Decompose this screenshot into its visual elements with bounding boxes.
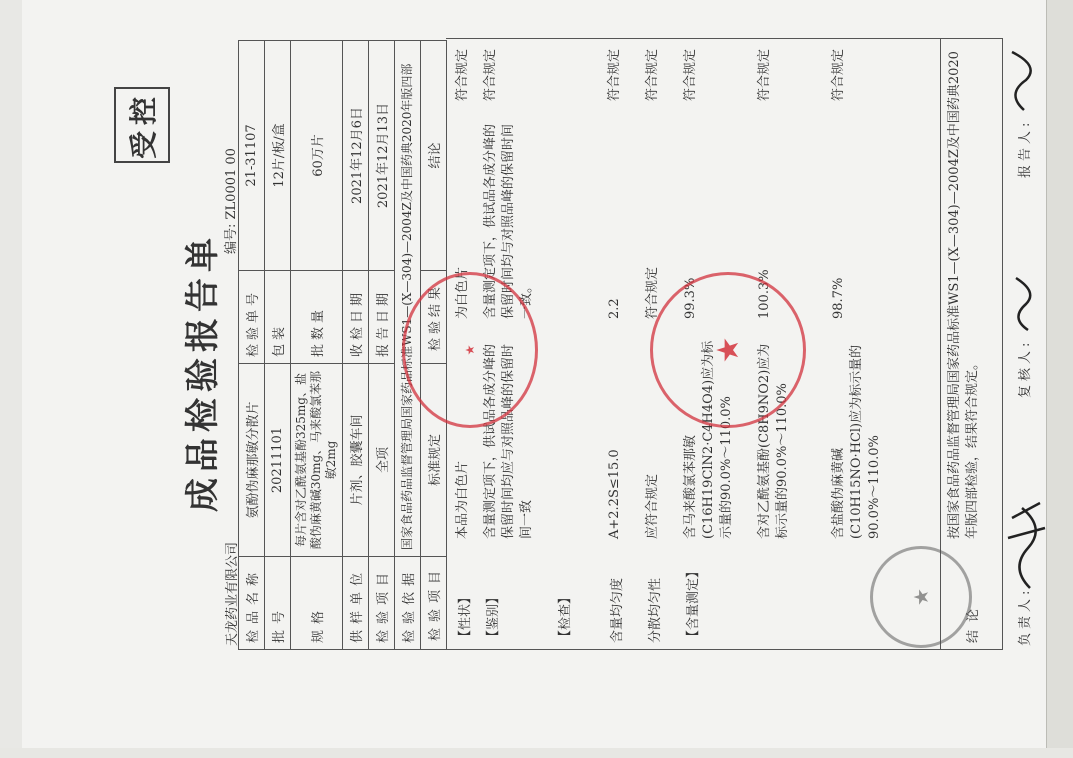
report-no: 21-31107	[239, 41, 265, 271]
report-date-label: 报告日期	[369, 271, 395, 364]
basis: 国家食品药品监督管理局国家药品标准WS1—(X—304)—2004Z及中国药典2020年版四部	[395, 41, 421, 557]
doc-number: 编号: ZL0001 00	[224, 148, 239, 254]
row-standard: 本品为白色片	[455, 460, 470, 539]
row-conclusion: 符合规定	[683, 48, 698, 101]
reviewer-label: 复核人:	[1018, 338, 1033, 398]
responsible-signature	[1000, 438, 1050, 598]
row-result: 2.2	[607, 298, 622, 319]
col-standard: 标准规定	[421, 364, 447, 557]
source-label: 供样单位	[343, 557, 369, 650]
row-item: 【检查】	[558, 590, 573, 643]
row-conclusion: 符合规定	[607, 48, 622, 101]
responsible-label: 负责人:	[1018, 586, 1033, 646]
row-conclusion: 符合规定	[831, 48, 846, 101]
qty-label: 批数量	[291, 271, 343, 364]
row-result: 100.3%	[757, 269, 772, 319]
receive-date-label: 收检日期	[343, 271, 369, 364]
batch-label: 批号	[265, 557, 291, 650]
row-standard: 应符合规定	[645, 473, 660, 539]
row-standard: 含马来酸氯苯那敏(C16H19ClN2·C4H4O4)应为标示量的90.0%～110.0%	[683, 340, 734, 539]
row-standard: 含量测定项下，供试品各成分峰的保留时间均应与对照品峰的保留时间一致	[483, 343, 534, 539]
package: 12片/板/盒	[265, 41, 291, 271]
row-conclusion: 符合规定	[483, 48, 498, 101]
row-result: 98.7%	[831, 277, 846, 319]
basis-label: 检验依据	[395, 557, 421, 650]
receive-date: 2021年12月6日	[343, 41, 369, 271]
row-conclusion: 符合规定	[645, 48, 660, 101]
conclusion-text: 按国家食品药品监督管理局国家药品标准WS1—(X—304)—2004Z及中国药典2020年版四部检验，结果符合规定。	[947, 51, 980, 539]
row-conclusion: 符合规定	[757, 48, 772, 101]
row-standard: 含对乙酰氨基酚(C8H9NO2)应为标示量的90.0%～110.0%	[757, 343, 790, 539]
spec: 每片含对乙酰氨基酚325mg、盐酸伪麻黄碱30mg、马来酸氯苯那敏2mg	[291, 364, 343, 557]
report-no-label: 检验单号	[239, 271, 265, 364]
row-item: 【鉴别】	[486, 590, 501, 643]
report-title: 成品检验报告单	[183, 232, 223, 512]
row-result: 99.3%	[683, 277, 698, 319]
test-item-label: 检验项目	[369, 557, 395, 650]
row-result: 含量测定项下，供试品各成分峰的保留时间均与对照品峰的保留时间一致。	[483, 123, 534, 319]
gray-seal-star-icon: ★	[909, 588, 933, 606]
row-result: 符合规定	[645, 266, 660, 319]
company-seal	[650, 272, 806, 428]
row-item: 【性状】	[458, 590, 473, 643]
col-item: 检验项目	[421, 557, 447, 650]
star-icon: ★	[710, 336, 746, 364]
row-item: 分散均匀性	[648, 577, 663, 643]
inspection-seal	[402, 272, 538, 428]
reviewer-signature	[1002, 258, 1046, 338]
col-result: 检验结果	[421, 271, 447, 364]
product-name: 氨酚伪麻那敏分散片	[239, 364, 265, 557]
company-name: 天龙药业有限公司	[225, 541, 240, 646]
test-item: 全项	[369, 364, 395, 557]
reporter-label: 报告人:	[1018, 118, 1033, 178]
conclusion-label: 结论	[966, 600, 981, 643]
reporter-signature	[1000, 38, 1044, 118]
row-standard: A+2.2S≤15.0	[607, 449, 622, 539]
col-conclusion: 结论	[421, 41, 447, 271]
batch: 20211101	[265, 364, 291, 557]
row-item: 含量均匀度	[610, 577, 625, 643]
row-result: 为白色片	[455, 266, 470, 319]
spec-label: 规格	[291, 557, 343, 650]
gray-seal	[870, 546, 972, 648]
row-item: 【含量测定】	[686, 564, 701, 643]
row-standard: 含盐酸伪麻黄碱(C10H15NO·HCl)应为标示量的90.0%～110.0%	[831, 344, 882, 539]
qty: 60万片	[291, 41, 343, 271]
source: 片剂、胶囊车间	[343, 364, 369, 557]
package-label: 包装	[265, 271, 291, 364]
product-name-label: 检品名称	[239, 557, 265, 650]
seal-star-icon: ★	[463, 344, 477, 356]
controlled-stamp: 受控	[114, 87, 170, 163]
row-conclusion: 符合规定	[455, 48, 470, 101]
report-date: 2021年12月13日	[369, 41, 395, 271]
